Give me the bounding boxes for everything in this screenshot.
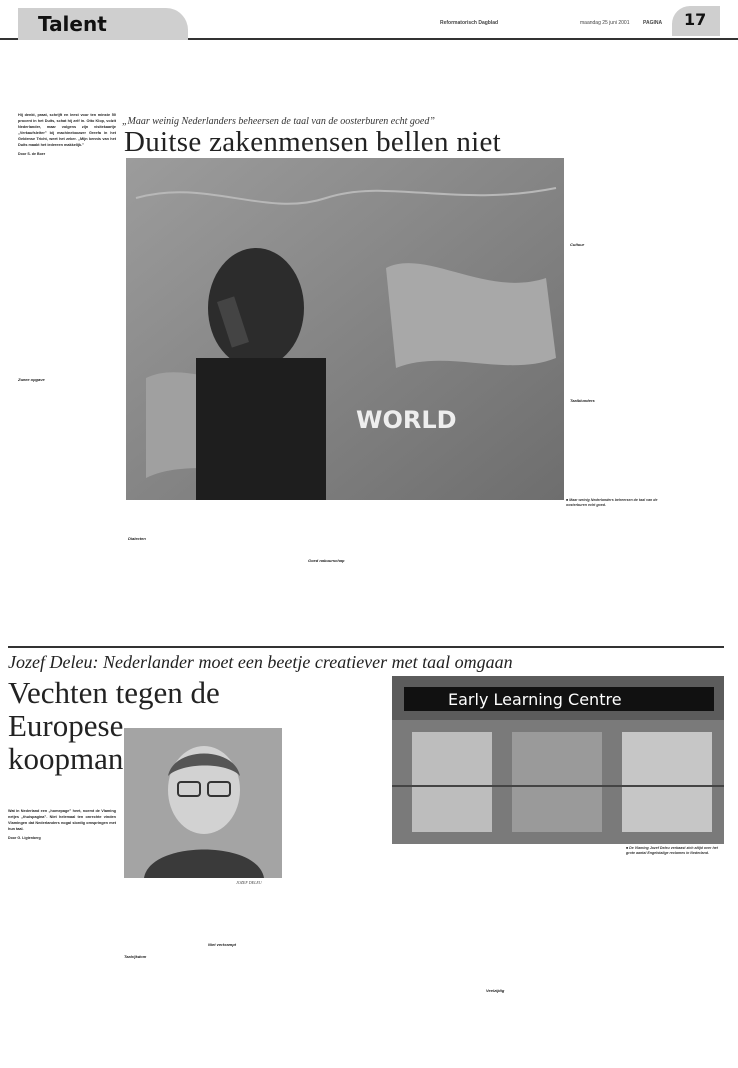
article2-col-7 bbox=[626, 890, 722, 1060]
jozef-deleu-portrait bbox=[124, 728, 282, 878]
article2-col-4 bbox=[302, 880, 386, 1060]
page-label: PAGINA bbox=[643, 20, 663, 26]
photo-illustration bbox=[126, 158, 564, 500]
portrait-caption: JOZEF DELEU bbox=[236, 880, 262, 885]
article1-col-4 bbox=[308, 506, 392, 642]
article2-col-5 bbox=[394, 848, 478, 1060]
article2-caption: ■ De Vlaming Jozef Deleu verbaast zich altijd over het grote aantal Engelstalige reclames in Nederland. bbox=[626, 846, 718, 856]
article1-sub-1: Zware opgave bbox=[18, 377, 45, 383]
shop-sign bbox=[404, 687, 714, 711]
article1-caption: ■ Maar weinig Nederlanders beheersen de taal van de oosterburen echt goed. bbox=[566, 498, 658, 508]
portrait-illustration bbox=[124, 728, 282, 878]
article1-sub-3: Goed nabuurschap bbox=[308, 558, 345, 563]
page-number-tab bbox=[672, 6, 720, 36]
article1-sub-4: Cultuur bbox=[570, 242, 585, 247]
article1-col-2 bbox=[128, 506, 212, 642]
article1-headline: Duitse zakenmensen bellen niet bbox=[124, 126, 502, 158]
article1-col-5 bbox=[398, 506, 482, 642]
article2-kicker: Jozef Deleu: Nederlander moet een beetje creatiever met taal omgaan bbox=[8, 652, 513, 672]
article1-col-3 bbox=[218, 506, 302, 642]
telephone-map-photo bbox=[126, 158, 564, 500]
article2-left-column bbox=[8, 808, 116, 1060]
section-tab bbox=[18, 8, 188, 40]
article1-body-filler bbox=[18, 377, 116, 383]
article2-col-6 bbox=[486, 848, 570, 1060]
article1-kicker: „Maar weinig Nederlanders beheersen de taal van de oosterburen echt goed” bbox=[122, 116, 435, 127]
article2-sub-3: Veelzijdig bbox=[486, 988, 505, 993]
section-title: Talent bbox=[38, 12, 107, 36]
page-header bbox=[0, 0, 738, 40]
article1-left-column bbox=[18, 112, 116, 642]
svg-text:WORLD: WORLD bbox=[356, 406, 457, 434]
article1-col-6 bbox=[486, 506, 562, 642]
article1-right-column bbox=[570, 112, 660, 642]
article2-col-3 bbox=[208, 888, 292, 1060]
article1-sub-2: Dialecten bbox=[128, 536, 146, 541]
article2-sub-2: Niet verkrampt bbox=[208, 942, 237, 947]
article1-intro: Hij denkt, praat, schrijft en leest voor ten minste 50 procent in het Duits, schat hij zelf in. Otto Klop, volzit Nederlander, maar volgens zijn visitekaartje „Verkaufsleiter” bij machinebouwer Greefa in het Geldense Tricht, weet het zeker. „Mijn kennis van het Duits maakt het iedereen makkelijk.” bbox=[18, 113, 116, 147]
article1-byline: Door S. de Boer bbox=[18, 152, 46, 156]
page-number: 17 bbox=[684, 10, 707, 29]
article2-col-2 bbox=[124, 884, 200, 1060]
article2-intro: Wat in Nederland een „homepage” heet, noemt de Vlaming netjes „thuispagina”. Niet helemaal ten onrechte vinden Vlamingen dat Nederlanders nogal slordig omspringen met hun taal. bbox=[8, 809, 116, 831]
article2-byline: Door G. Ligtenberg bbox=[8, 836, 41, 840]
issue-date: maandag 25 juni 2001 bbox=[580, 20, 630, 26]
section-divider bbox=[8, 646, 724, 648]
article2-headline: Vechten tegen de Europese koopman bbox=[8, 675, 220, 776]
article2-sub-1: Taalrijkdom bbox=[124, 954, 147, 959]
paper-name: Reformatorisch Dagblad bbox=[440, 20, 499, 26]
shop-sign-text: Early Learning Centre bbox=[448, 690, 622, 709]
article1-sub-5: Taalblunders bbox=[570, 398, 595, 403]
